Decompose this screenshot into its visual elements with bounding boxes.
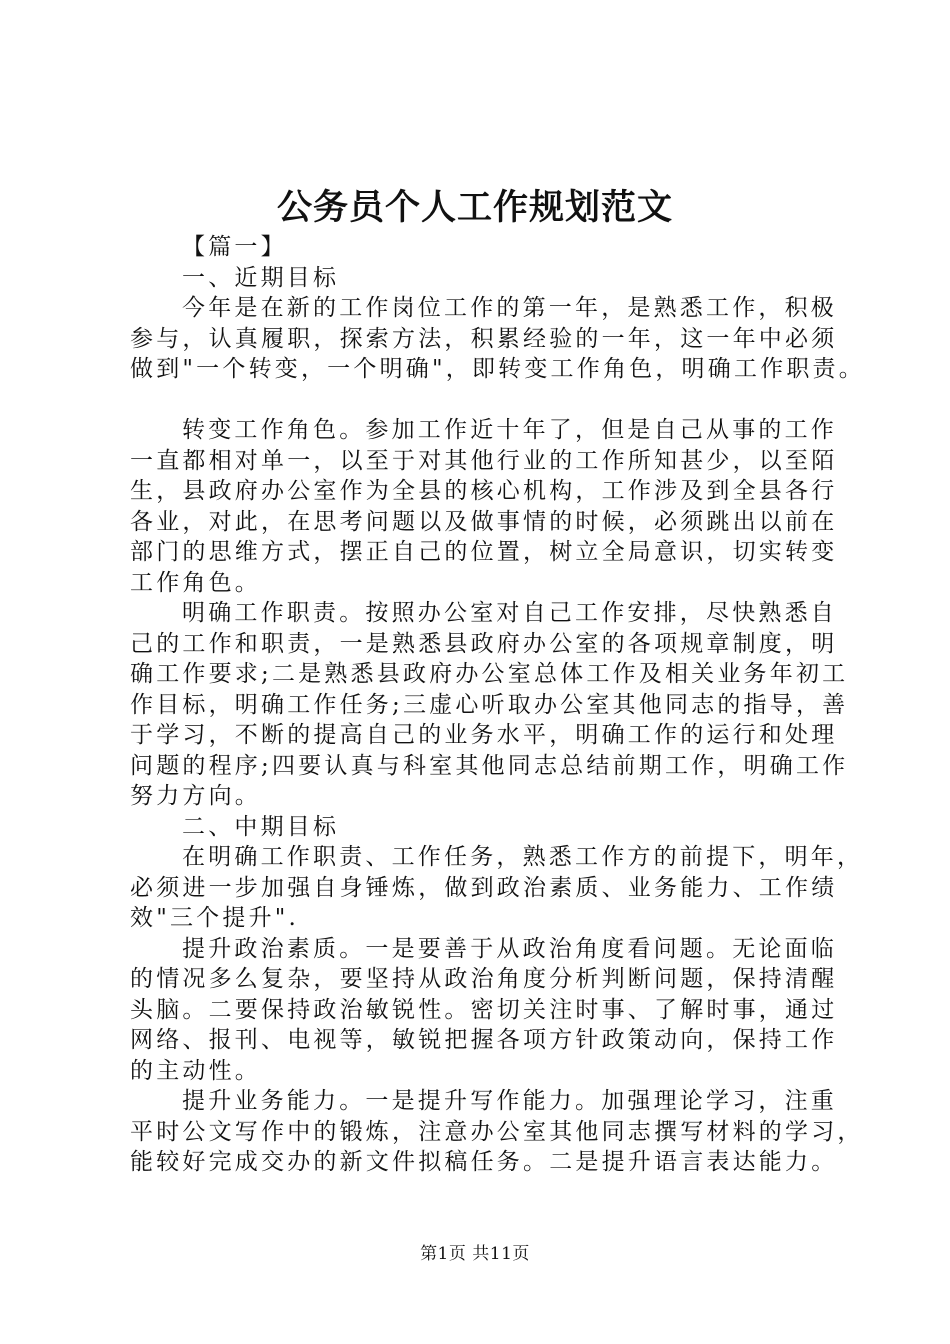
body-line: 确工作要求;二是熟悉县政府办公室总体工作及相关业务年初工	[130, 661, 849, 687]
body-line: 提升业务能力。一是提升写作能力。加强理论学习，注重	[182, 1088, 837, 1114]
document-body	[130, 232, 865, 1178]
body-line: 一直都相对单一，以至于对其他行业的工作所知甚少，以至陌	[130, 447, 838, 474]
body-line: 提升政治素质。一是要善于从政治角度看问题。无论面临	[182, 935, 837, 962]
document-title: 公务员个人工作规划范文	[276, 187, 673, 228]
page-footer: 第1页 共11页	[420, 1244, 530, 1264]
body-line: 【篇一】	[182, 234, 287, 260]
body-line: 的情况多么复杂，要坚持从政治角度分析判断问题，保持清醒	[130, 966, 838, 992]
body-line: 头脑。二要保持政治敏锐性。密切关注时事、了解时事，通过	[130, 996, 838, 1023]
body-line: 在明确工作职责、工作任务，熟悉工作方的前提下，明年，	[182, 844, 864, 870]
body-line: 各业，对此，在思考问题以及做事情的时候，必须跳出以前在	[130, 508, 838, 535]
body-line: 的主动性。	[130, 1057, 261, 1084]
body-line: 做到"一个转变，一个明确"，即转变工作角色，明确工作职责。	[130, 356, 865, 382]
body-line: 参与，认真履职，探索方法，积累经验的一年，这一年中必须	[130, 325, 838, 352]
body-line: 作目标，明确工作任务;三虚心听取办公室其他同志的指导，善	[130, 691, 849, 718]
body-line: 一、近期目标	[182, 264, 340, 291]
body-line: 努力方向。	[130, 783, 261, 809]
body-line: 转变工作角色。参加工作近十年了，但是自己从事的工作	[182, 417, 837, 443]
body-line: 能较好完成交办的新文件拟稿任务。二是提升语言表达能力。	[130, 1149, 838, 1175]
body-line: 己的工作和职责，一是熟悉县政府办公室的各项规章制度，明	[130, 630, 838, 657]
blank-line	[130, 385, 830, 416]
body-line: 今年是在新的工作岗位工作的第一年，是熟悉工作，积极	[182, 295, 837, 321]
body-line: 工作角色。	[130, 569, 261, 596]
body-line: 生，县政府办公室作为全县的核心机构，工作涉及到全县各行	[130, 478, 838, 504]
body-line: 部门的思维方式，摆正自己的位置，树立全局意识，切实转变	[130, 539, 838, 565]
body-line: 必须进一步加强自身锤炼，做到政治素质、业务能力、工作绩	[130, 874, 838, 901]
body-line: 于学习，不断的提高自己的业务水平，明确工作的运行和处理	[130, 722, 838, 748]
body-line: 平时公文写作中的锻炼，注意办公室其他同志撰写材料的学习，	[130, 1118, 864, 1145]
body-line: 效"三个提升".	[130, 905, 300, 931]
body-line: 网络、报刊、电视等，敏锐把握各项方针政策动向，保持工作	[130, 1027, 838, 1053]
body-line: 明确工作职责。按照办公室对自己工作安排，尽快熟悉自	[182, 600, 837, 626]
body-line: 问题的程序;四要认真与科室其他同志总结前期工作，明确工作	[130, 752, 849, 779]
body-line: 二、中期目标	[182, 813, 340, 840]
